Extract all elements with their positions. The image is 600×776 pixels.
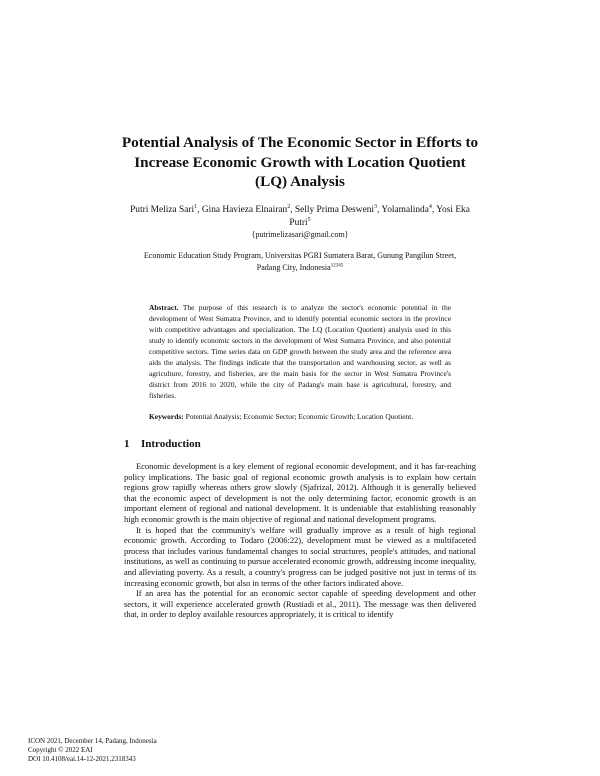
abstract-text: The purpose of this research is to analyze the sector's economic potential in the development of West Sumatra Province, and to identify potential economic sectors in the province with competitive advantages and specialization. The LQ (Location Quotient) analysis used in this study to identify economic sectors in the development of West Sumatra Province, and also potential competitive sectors. Time series data on GDP growth between the study area and the reference area aids the analysis. The findings indicate that the transportation and warehousing sector, as well as agriculture, forestry, and fisheries, are the main basis for the sector in West Sumatra Province's district from 2016 to 2020, while the city of Padang's main base is agricultural, forestry, and fisheries.: [149, 303, 451, 400]
keywords-text: Potential Analysis; Economic Sector; Economic Growth; Location Quotient.: [185, 412, 414, 421]
author-list: Putri Meliza Sari$^1$, Gina Havieza Elnairan$^2$, Selly Prima Desweni$^3$, Yolamalinda$^4$, Yosi Eka Putri$^5$: [130, 203, 470, 228]
affiliation-line: Economic Education Study Program, Universitas PGRI Sumatera Barat, Gunung Pangilun Street,: [143, 251, 457, 260]
author-email: {putrimelizasari@gmail.com}: [251, 230, 349, 239]
affiliation: [135, 250, 465, 274]
title-line: Potential Analysis of The Economic Sector in Efforts to: [121, 134, 479, 151]
author-name: Putri: [289, 218, 308, 228]
section-number: 1: [124, 438, 130, 450]
paragraph: It is hoped that the community's welfare will gradually improve as a result of high regional economic growth. According to Todaro (2006:22), development must be viewed as a multifaceted process that includes various fundamental changes to social structures, people's attitudes, and national institutions, as well as continuing to pursue accelerated economic growth, addressing income inequality, and alleviating poverty. As a result, a country's progress can be judged positive not just in terms of its increasing economic growth, but also in terms of the other factors indicated above.: [124, 524, 476, 588]
author-sup: 3: [374, 203, 378, 210]
author-name: Selly Prima Desweni: [294, 205, 375, 215]
author-name: Putri Meliza Sari: [130, 205, 195, 215]
title-line: Increase Economic Growth with Location Quotient: [134, 153, 466, 171]
footer-conference: ICON 2021, December 14, Padang, Indonesia: [28, 737, 157, 745]
author-name: Yosi Eka: [436, 205, 470, 215]
keywords-label: Keywords:: [149, 412, 184, 421]
paragraph: If an area has the potential for an economic sector capable of speeding development and other sectors, it will experience accelerated growth (Rustiadi et al., 2011). The message was then delivered that, in order to deploy available resources appropriately, it is critical to identify: [124, 588, 476, 620]
abstract: [149, 302, 451, 401]
affiliation-sup: 12345: [330, 263, 344, 269]
title-line: (LQ) Analysis: [255, 173, 345, 190]
body-text: [124, 461, 476, 620]
author-sup: 2: [287, 203, 291, 210]
footer-doi: DOI 10.4108/eai.14-12-2021.2318343: [28, 755, 136, 763]
author-sup: 5: [307, 216, 311, 223]
affiliation-line: Padang City, Indonesia: [256, 263, 331, 272]
author-name: Yolamalinda: [381, 205, 429, 215]
author-sup: 4: [428, 203, 432, 210]
page-footer: [28, 737, 157, 764]
abstract-label: Abstract.: [149, 303, 179, 312]
section-title: Introduction: [141, 438, 201, 450]
footer-copyright: Copyright © 2022 EAI: [28, 746, 93, 754]
author-sup: 1: [194, 203, 198, 210]
paragraph: Economic development is a key element of regional economic development, and it has far-reaching policy implications. The basic goal of regional economic growth analysis is to explain how certain regions grow rapidly whereas others grow slowly (Sjafrizal, 2012). Although it is generally believed that the economic aspect of development is not the only determining factor, economic growth is an important element of regional and national development. It is undeniable that establishing reasonably high economic growth is the main objective of regional and national development programs.: [124, 461, 476, 524]
keywords: [149, 411, 451, 422]
author-name: Gina Havieza Elnairan: [201, 205, 288, 215]
section-heading: [124, 438, 201, 450]
paper-title: [100, 133, 500, 192]
